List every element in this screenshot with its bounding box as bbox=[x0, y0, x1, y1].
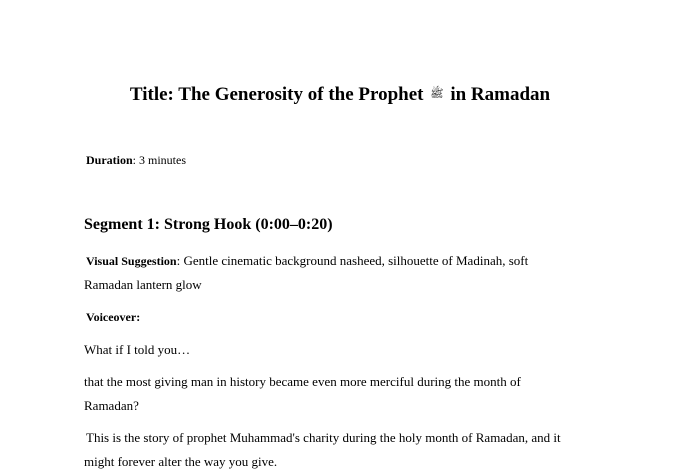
visual-suggestion-label: Visual Suggestion bbox=[86, 254, 177, 268]
visual-suggestion-text-1: : Gentle cinematic background nasheed, silhouette of Madinah, soft bbox=[176, 253, 529, 268]
paragraph-2-line-2: Ramadan? bbox=[84, 398, 139, 413]
title-prefix: Title: The Generosity of the Prophet bbox=[129, 84, 424, 105]
visual-suggestion-line-2: Ramadan lantern glow bbox=[84, 277, 202, 292]
duration-label: Duration bbox=[86, 153, 133, 167]
paragraph-2-line-1: that the most giving man in history became even more merciful during the month of bbox=[84, 374, 521, 389]
title-suffix: in Ramadan bbox=[450, 84, 551, 105]
honorific-glyph: ﷺ bbox=[430, 88, 444, 100]
duration-line bbox=[86, 152, 186, 169]
visual-suggestion-line-1 bbox=[86, 252, 528, 270]
paragraph-3-line-2: might forever alter the way you give. bbox=[84, 454, 278, 469]
document-title bbox=[0, 82, 680, 107]
voiceover-label: Voiceover: bbox=[86, 310, 141, 324]
duration-value: : 3 minutes bbox=[132, 153, 187, 167]
paragraph-1: What if I told you… bbox=[84, 342, 191, 357]
segment-heading: Segment 1: Strong Hook (0:00–0:20) bbox=[84, 216, 333, 233]
paragraph-3-line-1: This is the story of prophet Muhammad's charity during the holy month of Ramadan, and it bbox=[86, 430, 561, 445]
